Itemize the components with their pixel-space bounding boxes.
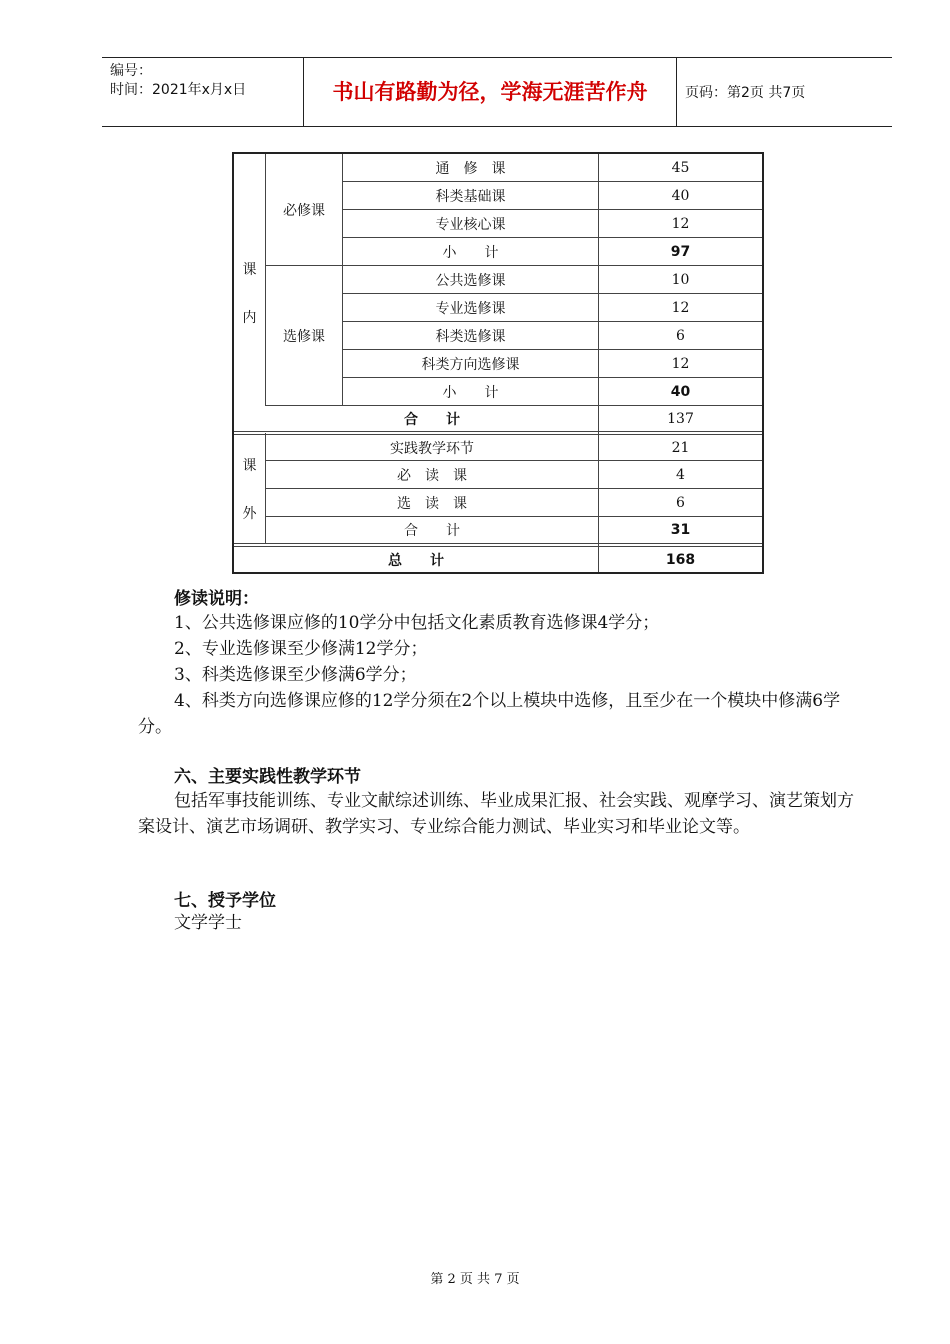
subtotal-credits: 31 [670,522,691,538]
number-label: 编号： [110,63,152,79]
row-credits: 12 [671,215,690,232]
credits-table [232,152,764,574]
subtotal-credits: 40 [670,383,691,400]
row-name: 科类选修课 [435,328,506,345]
row-name: 科类方向选修课 [421,356,520,373]
row-credits: 10 [671,271,690,288]
grid-line [234,431,762,432]
row-credits: 12 [671,355,690,372]
header-motto: 书山有路勤为径，学海无涯苦作舟 [332,80,648,104]
section-6-title: 六、主要实践性教学环节 [174,767,361,787]
elective-group-label: 选修课 [283,328,325,345]
in-class-total-label: 合 计 [404,411,460,428]
note-item: 1、公共选修课应修的10学分中包括文化素质教育选修课4学分； [174,613,660,633]
page-header [102,57,892,127]
subtotal-credits: 97 [670,243,691,260]
row-name: 专业核心课 [435,216,506,233]
grand-total-credits: 168 [665,551,696,568]
row-name: 必 读 课 [397,467,467,484]
row-name: 专业选修课 [435,300,506,317]
subtotal-label: 小 计 [442,244,499,261]
grid-line [234,543,762,544]
row-name: 公共选修课 [435,272,506,289]
note-item: 3、科类选修课至少修满6学分； [174,665,417,685]
row-credits: 40 [671,187,690,204]
note-item: 2、专业选修课至少修满12学分； [174,639,428,659]
header-divider [676,58,677,126]
row-credits: 45 [671,159,690,176]
time-label: 时间：2021年x月x日 [110,82,247,98]
grand-total-label: 总 计 [388,552,444,569]
subtotal-label: 小 计 [442,384,499,401]
header-page-info: 页码：第2页 共7页 [685,85,806,101]
section-7-title: 七、授予学位 [174,891,276,911]
row-name: 实践教学环节 [390,440,474,457]
section-6-body: 包括军事技能训练、专业文献综述训练、毕业成果汇报、社会实践、观摩学习、演艺策划方案设计、演艺市场调研、教学实习、专业综合能力测试、毕业实习和毕业论文等。 [138,791,854,837]
note-item: 4、科类方向选修课应修的12学分须在2个以上模块中选修，且至少在一个模块中修满6学分。 [138,691,841,737]
out-class-label: 课 外 [242,458,257,522]
in-class-total-credits: 137 [667,410,694,427]
section-7-body: 文学学士 [174,913,242,933]
row-credits: 21 [671,439,690,456]
in-class-label: 课 内 [242,262,257,326]
row-name: 选 读 课 [397,495,467,512]
row-name: 通 修 课 [435,160,506,177]
subtotal-label: 合 计 [404,523,460,539]
header-meta [110,62,300,100]
required-group-label: 必修课 [283,202,325,219]
row-credits: 12 [671,299,690,316]
notes-title: 修读说明： [174,589,259,609]
row-credits: 4 [676,466,685,483]
row-name: 科类基础课 [435,188,506,205]
page-footer: 第 2 页 共 7 页 [430,1272,520,1287]
row-credits: 6 [676,327,685,344]
row-credits: 6 [676,494,685,511]
